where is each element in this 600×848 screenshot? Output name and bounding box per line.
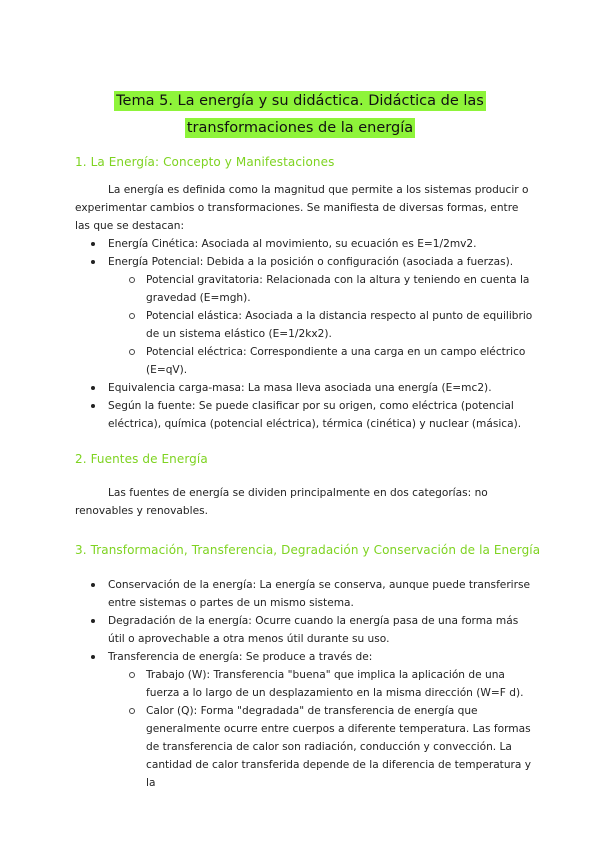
section-1-paragraph: La energía es definida como la magnitud que permite a los sistemas producir o experimentar cambios o transformaciones. Se manifiesta de diversas formas, entre las que se destacan: [75,184,529,232]
list-item: Degradación de la energía: Ocurre cuando la energía pasa de una forma más útil o aprovechable a otra menos útil durante su uso. [75,612,535,648]
section-1-bullets [75,235,535,433]
section-2-paragraph: Las fuentes de energía se dividen principalmente en dos categorías: no renovables y renovables. [75,487,488,517]
list-item: Según la fuente: Se puede clasificar por su origen, como eléctrica (potencial eléctrica), química (potencial eléctrica), térmica (cinética) y nuclear (másica). [75,397,535,433]
list-item: Energía Cinética: Asociada al movimiento, su ecuación es E=1/2mv2. [75,235,535,253]
section-heading-2: 2. Fuentes de Energía [75,452,208,466]
section-heading-3: 3. Transformación, Transferencia, Degradación y Conservación de la Energía [75,543,541,557]
list-item: Potencial gravitatoria: Relacionada con la altura y teniendo en cuenta la gravedad (E=mgh). [75,271,535,307]
section-heading-1: 1. La Energía: Concepto y Manifestaciones [75,155,335,169]
list-item: Energía Potencial: Debida a la posición o configuración (asociada a fuerzas). [75,253,535,271]
title-line-2: transformaciones de la energía [186,120,414,136]
page-title [0,90,600,144]
title-line-1: Tema 5. La energía y su didáctica. Didáctica de las [116,93,484,109]
list-item: Potencial eléctrica: Correspondiente a una carga en un campo eléctrico (E=qV). [75,343,535,379]
list-item: Equivalencia carga-masa: La masa lleva asociada una energía (E=mc2). [75,379,535,397]
list-item: Potencial elástica: Asociada a la distancia respecto al punto de equilibrio de un sistema elástico (E=1/2kx2). [75,307,535,343]
list-item: Conservación de la energía: La energía se conserva, aunque puede transferirse entre sistemas o partes de un mismo sistema. [75,576,535,612]
section-3-bullets [75,576,535,792]
list-item: Transferencia de energía: Se produce a través de: [75,648,535,666]
list-item: Trabajo (W): Transferencia "buena" que implica la aplicación de una fuerza a lo largo de un desplazamiento en la misma dirección (W=F d). [75,666,535,702]
list-item: Calor (Q): Forma "degradada" de transferencia de energía que generalmente ocurre entre cuerpos a diferente temperatura. Las formas de transferencia de calor son radiación, conducción y convección. La cantidad de calor transferida depende de la diferencia de temperatura y la [75,702,535,792]
